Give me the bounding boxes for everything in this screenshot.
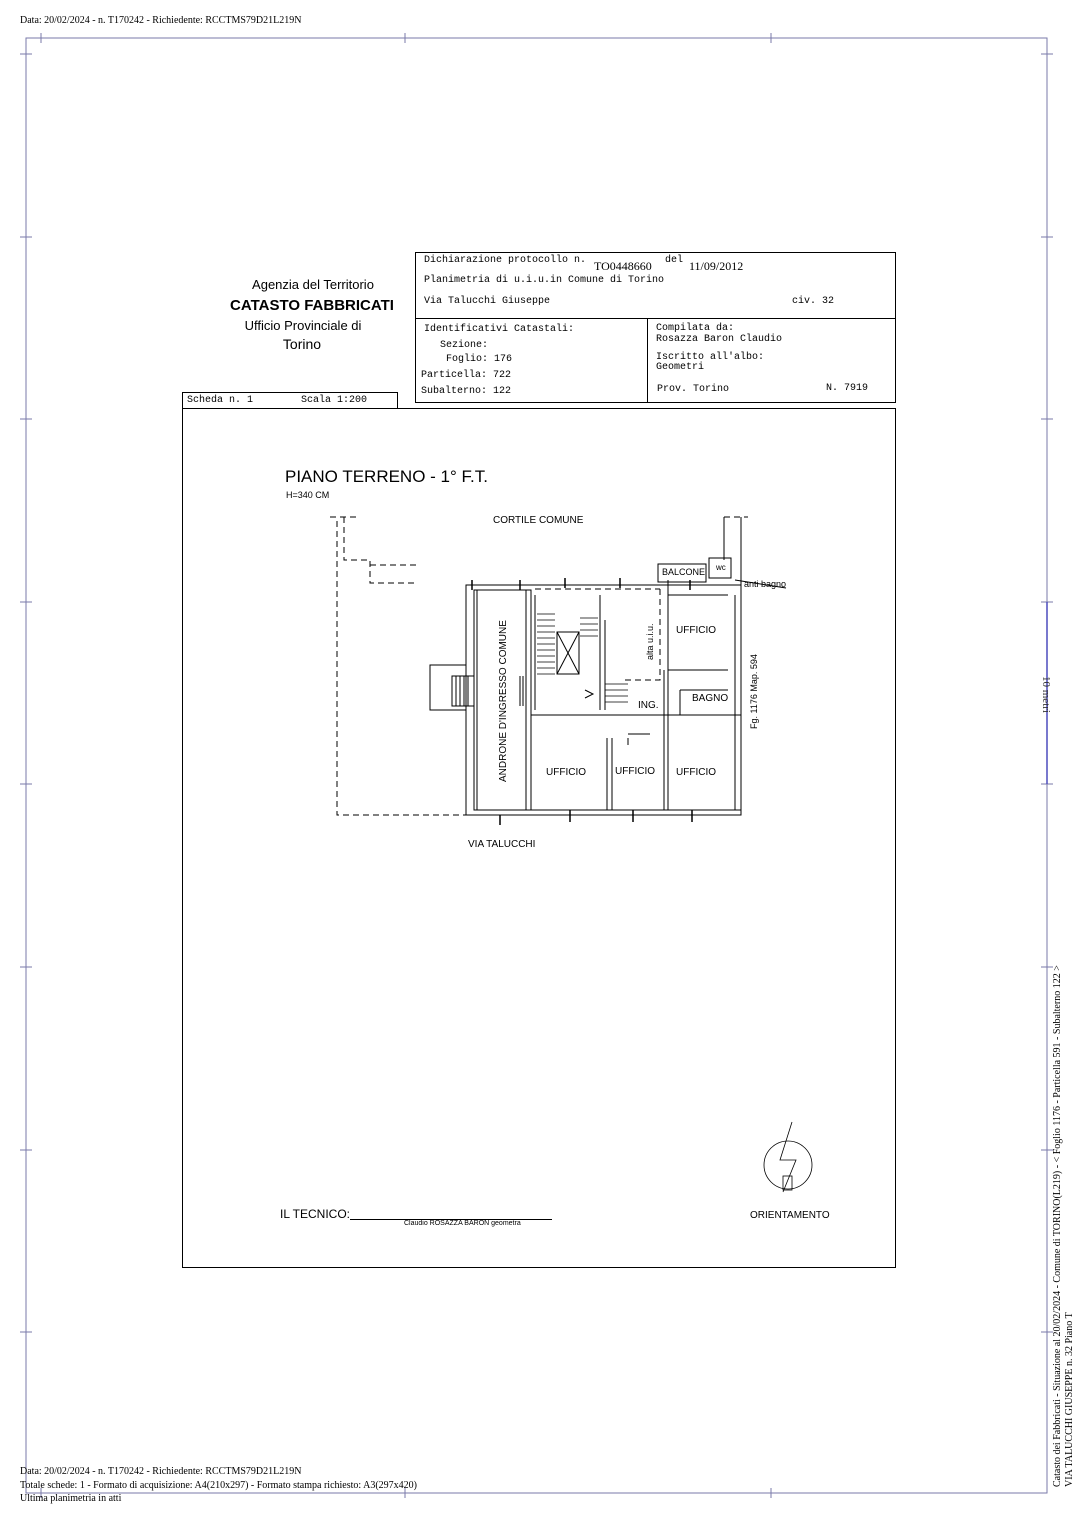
albo-label: Iscritto all'albo:	[656, 352, 765, 363]
label-via-talucchi: VIA TALUCCHI	[468, 839, 536, 850]
header-request-line: Data: 20/02/2024 - n. T170242 - Richiedente: RCCTMS79D21L219N	[20, 15, 302, 26]
side-info-line1: Catasto dei Fabbricati - Situazione al 20/02/2024 - Comune di TORINO(L219) - < Foglio 1176 - Particella 591 - Subalterno 122 >	[1052, 965, 1063, 1487]
footer-line2: Totale schede: 1 - Formato di acquisizione: A4(210x297) - Formato stampa richiesto: A3(297x420)	[20, 1480, 417, 1491]
footer-line3: Ultima planimetria in atti	[20, 1493, 122, 1504]
register-number: N. 7919	[826, 383, 869, 394]
protocol-date: 11/09/2012	[689, 259, 744, 273]
agency-city: Torino	[282, 336, 322, 352]
agency-office: Ufficio Provinciale di	[244, 318, 362, 333]
ident-foglio: Foglio: 176	[446, 354, 513, 365]
agency-catasto: CATASTO FABBRICATI	[230, 297, 394, 314]
orientamento-label: ORIENTAMENTO	[750, 1210, 830, 1221]
ident-particella: Particella: 722	[421, 370, 512, 381]
province: Prov. Torino	[657, 384, 730, 395]
label-ing: ING.	[638, 700, 659, 711]
label-cortile: CORTILE COMUNE	[493, 515, 584, 526]
tecnico-label: IL TECNICO:	[280, 1207, 351, 1221]
label-fg-map: Fg. 1176 Map. 594	[749, 654, 759, 729]
address: Via Talucchi Giuseppe	[424, 296, 551, 307]
protocol-label: Dichiarazione protocollo n.	[424, 255, 587, 266]
label-alta-uiu: alta u.i.u.	[645, 623, 655, 660]
plan-height: H=340 CM	[286, 490, 330, 500]
label-ufficio-3: UFFICIO	[615, 766, 655, 777]
label-ufficio-1: UFFICIO	[676, 625, 716, 636]
label-androne: ANDRONE D'INGRESSO COMUNE	[498, 620, 509, 782]
side-info-line2: VIA TALUCCHI GIUSEPPE n. 32 Piano T	[1064, 1312, 1075, 1487]
label-ufficio-2: UFFICIO	[546, 767, 586, 778]
footer-line1: Data: 20/02/2024 - n. T170242 - Richiedente: RCCTMS79D21L219N	[20, 1466, 302, 1477]
label-wc: wc	[716, 563, 726, 572]
north-arrow-icon	[764, 1122, 812, 1192]
scale-bar-label: 10 metri	[1040, 676, 1052, 713]
ident-sezione: Sezione:	[440, 340, 489, 351]
tecnico-name: Claudio ROSAZZA BARON geometra	[404, 1220, 521, 1227]
label-anti-bagno: anti bagno	[744, 579, 787, 589]
plan-title: PIANO TERRENO - 1° F.T.	[285, 467, 488, 486]
scheda-scale: Scala 1:200	[301, 395, 368, 406]
label-balcone: BALCONE	[662, 567, 706, 577]
albo-value: Geometri	[656, 362, 705, 373]
scheda-number: Scheda n. 1	[187, 395, 254, 406]
ident-title: Identificativi Catastali:	[424, 324, 575, 335]
label-ufficio-4: UFFICIO	[676, 767, 716, 778]
compiler-name: Rosazza Baron Claudio	[656, 334, 783, 345]
label-bagno: BAGNO	[692, 693, 729, 704]
agency-name: Agenzia del Territorio	[252, 277, 374, 292]
compiler-label: Compilata da:	[656, 323, 735, 334]
planimetria-line: Planimetria di u.i.u.in Comune di Torino	[424, 275, 665, 286]
protocol-del-label: del	[665, 255, 684, 266]
ident-subalterno: Subalterno: 122	[421, 386, 512, 397]
protocol-number: TO0448660	[594, 259, 652, 273]
civic-number: civ. 32	[792, 296, 835, 307]
